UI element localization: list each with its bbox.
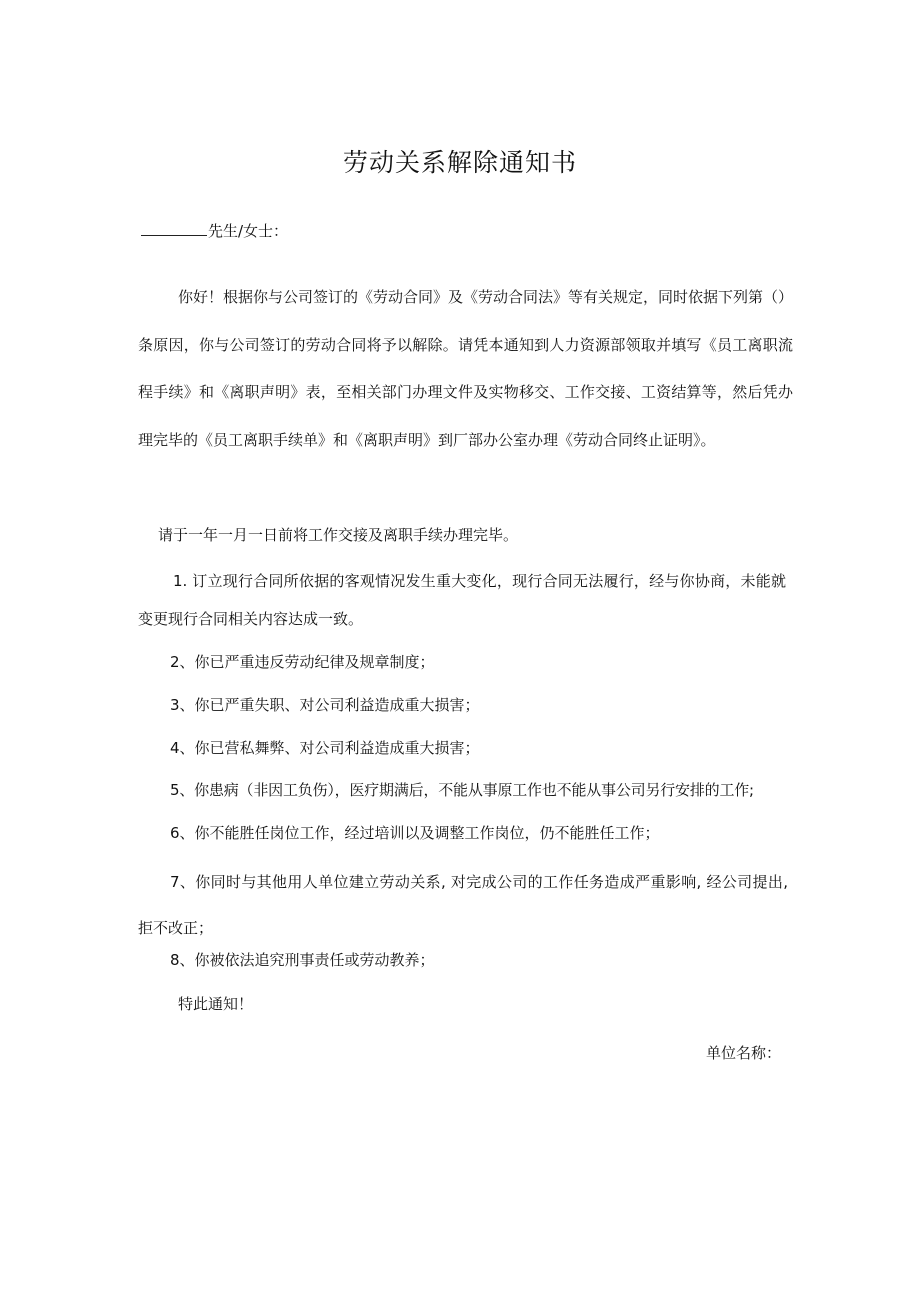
body-paragraph: 你好！根据你与公司签订的《劳动合同》及《劳动合同法》等有关规定，同时依据下列第（）条原因，你与公司签订的劳动合同将予以解除。请凭本通知到人力资源部领取并填写《员工离职流程手续》和《离职声明》表，至相关部门办理文件及实物移交、工作交接、工资结算等，然后凭办理完毕的《员工离职手续单》和《离职声明》到厂部办公室办理《劳动合同终止证明》。 [138, 288, 794, 449]
closing-text: 特此通知！ [178, 995, 254, 1013]
reason-item-6: 6、你不能胜任岗位工作，经过培训以及调整工作岗位，仍不能胜任工作； [170, 824, 660, 842]
name-blank-underline [141, 235, 207, 236]
reason-item-5: 5、你患病（非因工负伤），医疗期满后，不能从事原工作也不能从事公司另行安排的工作; [170, 781, 754, 799]
reason-item-4: 4、你已营私舞弊、对公司利益造成重大损害； [170, 739, 480, 757]
reason-item-3: 3、你已严重失职、对公司利益造成重大损害； [170, 696, 480, 714]
document-title: 劳动关系解除通知书 [342, 148, 577, 177]
deadline-line: 请于一年一月一日前将工作交接及离职手续办理完毕。 [158, 526, 519, 544]
reason-item-8: 8、你被依法追究刑事责任或劳动教养； [170, 951, 435, 969]
salutation-text: 先生/女士： [208, 222, 289, 240]
reason-item-2: 2、你已严重违反劳动纪律及规章制度； [170, 653, 435, 671]
unit-name-label: 单位名称： [706, 1044, 782, 1062]
reason-item-7: 7、你同时与其他用人单位建立劳动关系, 对完成公司的工作任务造成严重影响, 经公司提出, 拒不改正； [138, 873, 788, 937]
reason-item-1: 1. 订立现行合同所依据的客观情况发生重大变化，现行合同无法履行，经与你协商，未能就变更现行合同相关内容达成一致。 [138, 572, 786, 628]
salutation-line [141, 220, 288, 241]
